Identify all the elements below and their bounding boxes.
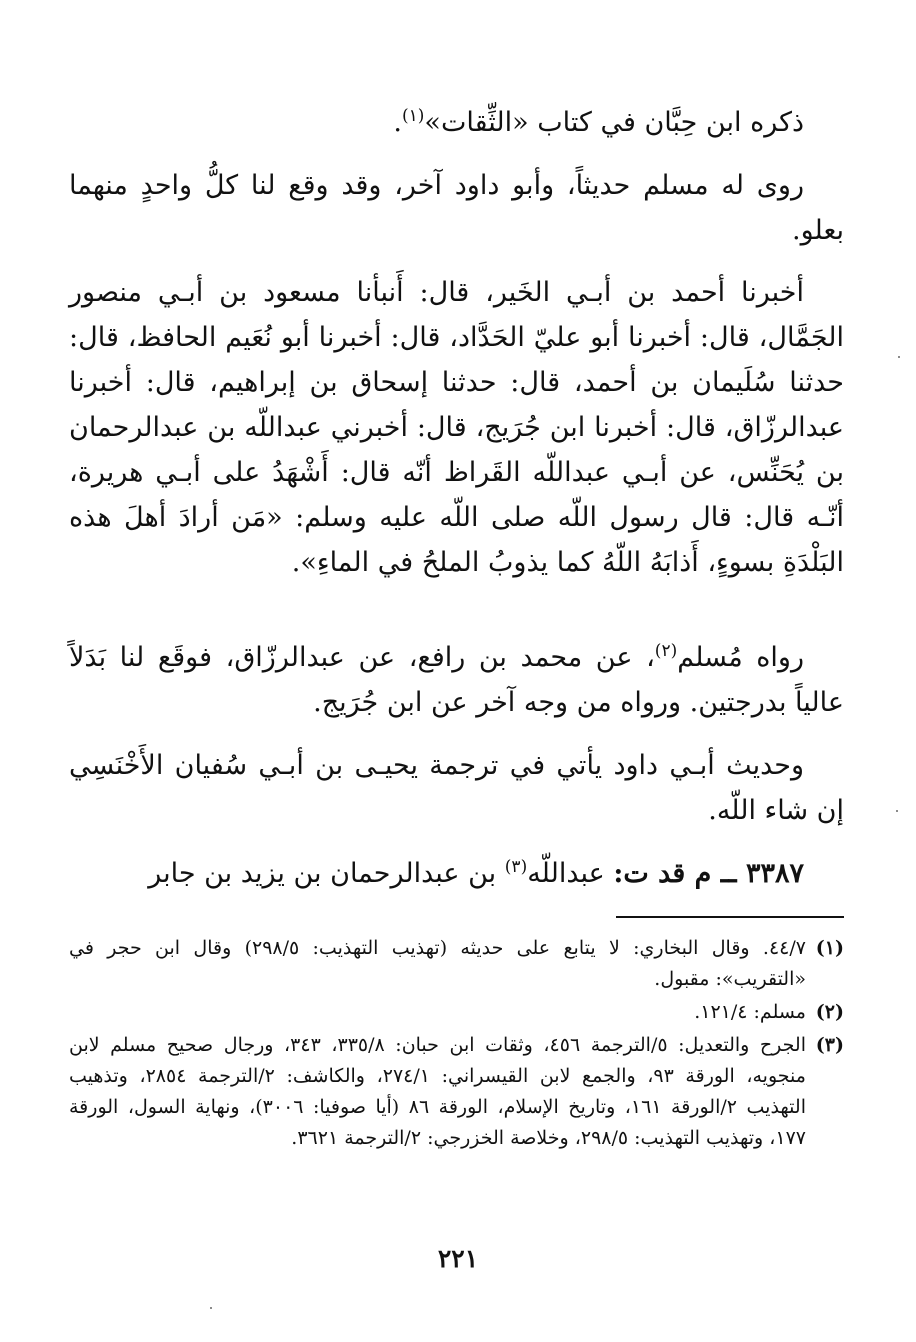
scan-speck — [210, 1307, 212, 1309]
paragraph-narrations-text: روى له مسلم حديثاً، وأبو داود آخر، وقد وقع لنا كلُّ واحدٍ منهما بعلو. — [69, 170, 844, 246]
footnote-number: (٢) — [815, 1001, 844, 1023]
footnote-divider — [616, 916, 844, 918]
paragraph-ibn-hibban-text: ذكره ابن حِبَّان في كتاب «الثِّقات» — [424, 107, 804, 138]
footnote-2 — [69, 997, 844, 1028]
paragraph-isnad — [69, 270, 844, 585]
scan-speck — [898, 356, 900, 358]
entry-name-start: عبداللّه — [527, 858, 605, 889]
footnote-3 — [69, 1030, 844, 1154]
paragraph-narrations — [69, 163, 844, 253]
entry-heading: ٣٣٨٧ ــ م قد ت: — [613, 858, 804, 889]
footnote-text: مسلم: ١٢١/٤. — [694, 1001, 806, 1023]
paragraph-ibn-hibban — [69, 100, 844, 145]
footnote-text: ٤٤/٧. وقال البخاري: لا يتابع على حديثه (تهذيب التهذيب: ٢٩٨/٥) وقال ابن حجر في «التقريب»: مقبول. — [69, 937, 806, 990]
biography-entry — [69, 851, 844, 896]
footnote-reference-3[interactable]: (٣) — [504, 857, 528, 877]
paragraph-abu-dawud — [69, 743, 844, 833]
page-number: ٢٢١ — [437, 1244, 479, 1273]
footnote-text: الجرح والتعديل: ٥/الترجمة ٤٥٦، وثقات ابن حبان: ٣٣٥/٨، ٣٤٣، ورجال صحيح مسلم لابن منجويه، الورقة ٩٣، والجمع لابن القيسراني: ٢٧٤/١، والكاشف: ٢/الترجمة ٢٨٥٤، وتذهيب التهذيب ٢/الورقة ١٦١، وتاريخ الإسلام، الورقة ٨٦ (أيا صوفيا: ٣٠٠٦)، ونهاية السول، الورقة ١٧٧، وتهذيب التهذيب: ٢٩٨/٥، وخلاصة الخزرجي: ٢/الترجمة ٣٦٢١. — [69, 1034, 806, 1149]
paragraph-abu-dawud-text: وحديث أبـي داود يأتي في ترجمة يحيـى بن أبـي سُفيان الأَخْنَسِي إن شاء اللّه. — [69, 750, 844, 826]
footnotes-section — [69, 933, 844, 1156]
paragraph-muslim-narration — [69, 635, 844, 725]
scan-speck — [896, 810, 898, 812]
entry-name-rest: بن عبدالرحمان بن يزيد بن جابر — [148, 858, 497, 889]
footnote-1 — [69, 933, 844, 995]
footnote-number: (١) — [815, 937, 844, 959]
footnote-reference-2[interactable]: (٢) — [654, 641, 678, 661]
paragraph-muslim-start: رواه مُسلم — [677, 642, 804, 673]
paragraph-ibn-hibban-end: . — [393, 107, 402, 138]
paragraph-muslim-rest: ، عن محمد بن رافع، عن عبدالرزّاق، فوقَع لنا بَدَلاً عالياً بدرجتين. ورواه من وجه آخر عن ابن جُرَيج. — [69, 642, 844, 718]
footnote-reference-1[interactable]: (١) — [402, 106, 425, 126]
paragraph-isnad-text: أخبرنا أحمد بن أبـي الخَير، قال: أَنبأنا مسعود بن أبـي منصور الجَمَّال، قال: أخبرنا أبو عليّ الحَدَّاد، قال: أخبرنا أبو نُعَيم الحافظ، قال: حدثنا سُلَيمان بن أحمد، قال: حدثنا إسحاق بن إبراهيم، قال: أخبرنا عبدالرزّاق، قال: أخبرنا ابن جُرَيج، قال: أخبرني عبداللّه بن عبدالرحمان بن يُحَنِّس، عن أبـي عبداللّه القَراظ أنّه قال: أَشْهَدُ على أبـي هريرة، أنّـه قال: قال رسول اللّه صلى اللّه عليه وسلم: «مَن أرادَ أهلَ هذه البَلْدَةِ بسوءٍ، أَذابَهُ اللّهُ كما يذوبُ الملحُ في الماءِ». — [69, 277, 844, 578]
footnote-number: (٣) — [815, 1034, 844, 1056]
